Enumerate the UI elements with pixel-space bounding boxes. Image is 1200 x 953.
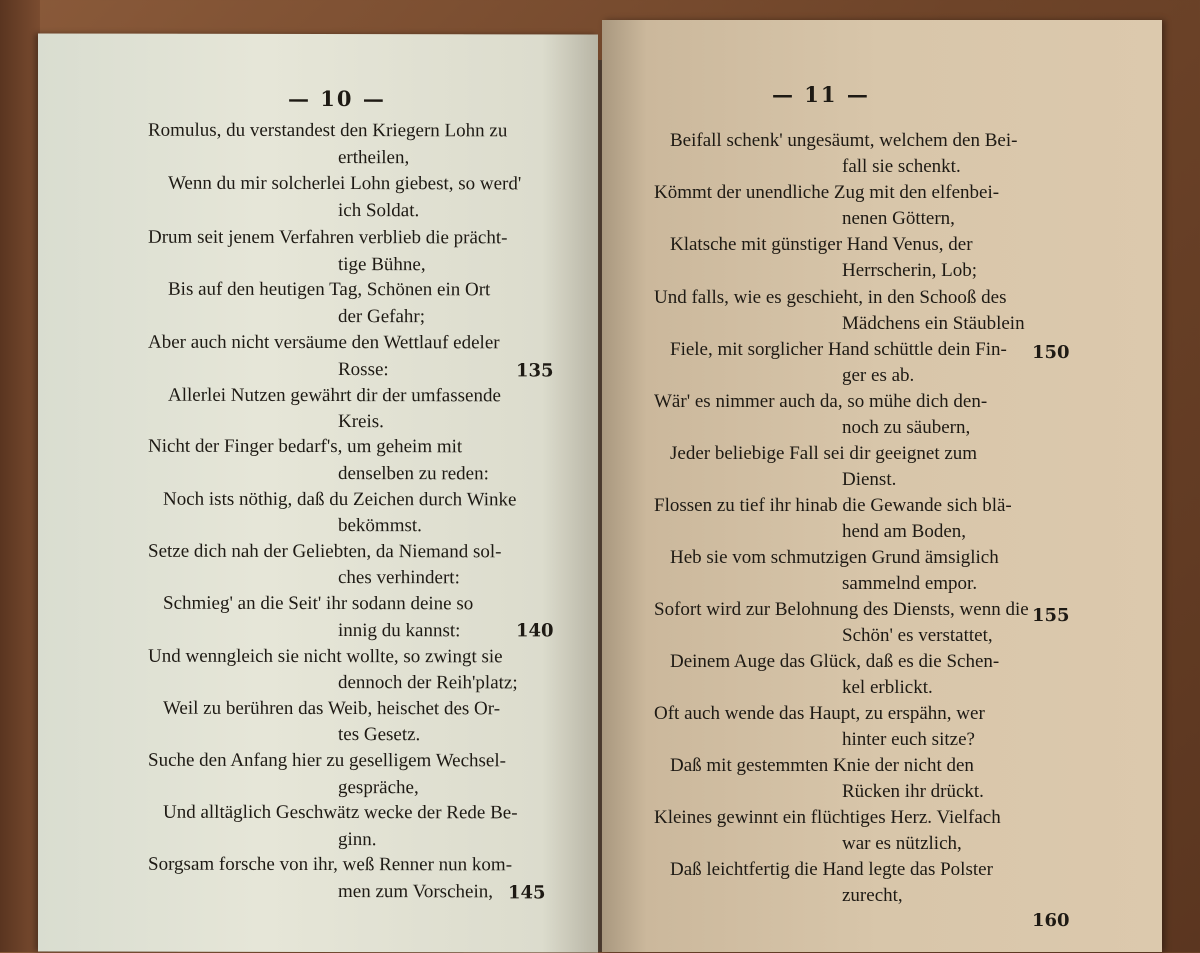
line-number: 150 xyxy=(1032,342,1070,363)
text-line: Wär' es nimmer auch da, so mühe dich den- xyxy=(654,391,988,412)
text-line: tes Gesetz. xyxy=(338,724,421,746)
line-number: 145 xyxy=(508,882,546,904)
text-line: innig du kannst: xyxy=(338,620,461,642)
text-line: Schön' es verstattet, xyxy=(842,625,993,646)
text-line: Romulus, du verstandest den Kriegern Lohn zu xyxy=(148,119,508,142)
text-line: Drum seit jenem Verfahren verblieb die prächt- xyxy=(148,226,508,249)
text-line: Schmieg' an die Seit' ihr sodann deine so xyxy=(163,592,474,615)
text-line: fall sie schenkt. xyxy=(842,156,961,177)
text-line: Kleines gewinnt ein flüchtiges Herz. Vielfach xyxy=(654,807,1001,828)
left-page xyxy=(38,34,598,953)
text-line: Bis auf den heutigen Tag, Schönen ein Ort xyxy=(168,278,491,301)
text-line: Allerlei Nutzen gewährt dir der umfassende xyxy=(168,384,501,407)
page-number-left: — 10 — xyxy=(288,85,386,112)
page-number-right: — 11 — xyxy=(772,82,870,107)
text-line: nenen Göttern, xyxy=(842,208,955,229)
open-book xyxy=(30,20,1170,952)
text-line: Jeder beliebige Fall sei dir geeignet zum xyxy=(670,443,978,464)
text-line: Sofort wird zur Belohnung des Diensts, wenn die xyxy=(654,599,1029,620)
text-line: Und alltäglich Geschwätz wecke der Rede Be- xyxy=(163,801,518,824)
text-line: zurecht, xyxy=(842,885,903,906)
text-line: Oft auch wende das Haupt, zu erspähn, wer xyxy=(654,703,985,724)
text-line: ches verhindert: xyxy=(338,567,460,589)
text-line: Flossen zu tief ihr hinab die Gewande sich blä- xyxy=(654,495,1012,516)
text-line: Heb sie vom schmutzigen Grund ämsiglich xyxy=(670,547,999,568)
text-line: Und falls, wie es geschieht, in den Schooß des xyxy=(654,287,1007,308)
text-line: ertheilen, xyxy=(338,147,410,169)
text-line: noch zu säubern, xyxy=(842,417,971,438)
text-line: sammelnd empor. xyxy=(842,573,978,594)
line-number: 135 xyxy=(516,360,554,382)
text-line: denselben zu reden: xyxy=(338,463,489,485)
text-line: men zum Vorschein, xyxy=(338,881,493,903)
text-line: ich Soldat. xyxy=(338,200,420,222)
text-line: Noch ists nöthig, daß du Zeichen durch Winke xyxy=(163,488,517,511)
text-line: bekömmst. xyxy=(338,515,422,537)
text-line: Daß mit gestemmten Knie der nicht den xyxy=(670,755,974,776)
text-line: Wenn du mir solcherlei Lohn giebest, so werd' xyxy=(168,172,522,195)
text-line: Kreis. xyxy=(338,411,384,433)
text-line: Mädchens ein Stäublein xyxy=(842,313,1025,334)
text-line: Rosse: xyxy=(338,359,389,381)
text-line: dennoch der Reih'platz; xyxy=(338,672,518,694)
text-line: hend am Boden, xyxy=(842,521,967,542)
text-line: ginn. xyxy=(338,829,377,851)
text-line: der Gefahr; xyxy=(338,306,426,328)
text-line: hinter euch sitze? xyxy=(842,729,975,750)
text-line: gespräche, xyxy=(338,777,419,799)
text-line: Sorgsam forsche von ihr, weß Renner nun kom- xyxy=(148,853,513,876)
text-line: Kömmt der unendliche Zug mit den elfenbei- xyxy=(654,182,1000,203)
text-line: Deinem Auge das Glück, daß es die Schen- xyxy=(670,651,1000,672)
right-page xyxy=(602,20,1162,952)
text-line: tige Bühne, xyxy=(338,254,426,276)
text-line: ger es ab. xyxy=(842,365,915,386)
text-line: kel erblickt. xyxy=(842,677,933,698)
text-line: Nicht der Finger bedarf's, um geheim mit xyxy=(148,435,463,458)
text-line: Beifall schenk' ungesäumt, welchem den Bei- xyxy=(670,130,1018,151)
text-line: Setze dich nah der Geliebten, da Niemand sol- xyxy=(148,540,502,563)
text-line: war es nützlich, xyxy=(842,833,962,854)
text-line: Suche den Anfang hier zu geselligem Wechsel- xyxy=(148,749,506,772)
text-line: Daß leichtfertig die Hand legte das Polster xyxy=(670,859,993,880)
line-number: 160 xyxy=(1032,910,1070,931)
text-line: Weil zu berühren das Weib, heischet des Or- xyxy=(163,697,501,720)
text-line: Aber auch nicht versäume den Wettlauf edeler xyxy=(148,331,500,354)
text-line: Rücken ihr drückt. xyxy=(842,781,984,802)
text-line: Fiele, mit sorglicher Hand schüttle dein Fin- xyxy=(670,339,1007,360)
text-line: Dienst. xyxy=(842,469,897,490)
text-line: Herrscherin, Lob; xyxy=(842,260,978,281)
text-line: Und wenngleich sie nicht wollte, so zwingt sie xyxy=(148,645,503,668)
line-number: 140 xyxy=(516,620,554,642)
text-line: Klatsche mit günstiger Hand Venus, der xyxy=(670,234,973,255)
line-number: 155 xyxy=(1032,605,1070,626)
